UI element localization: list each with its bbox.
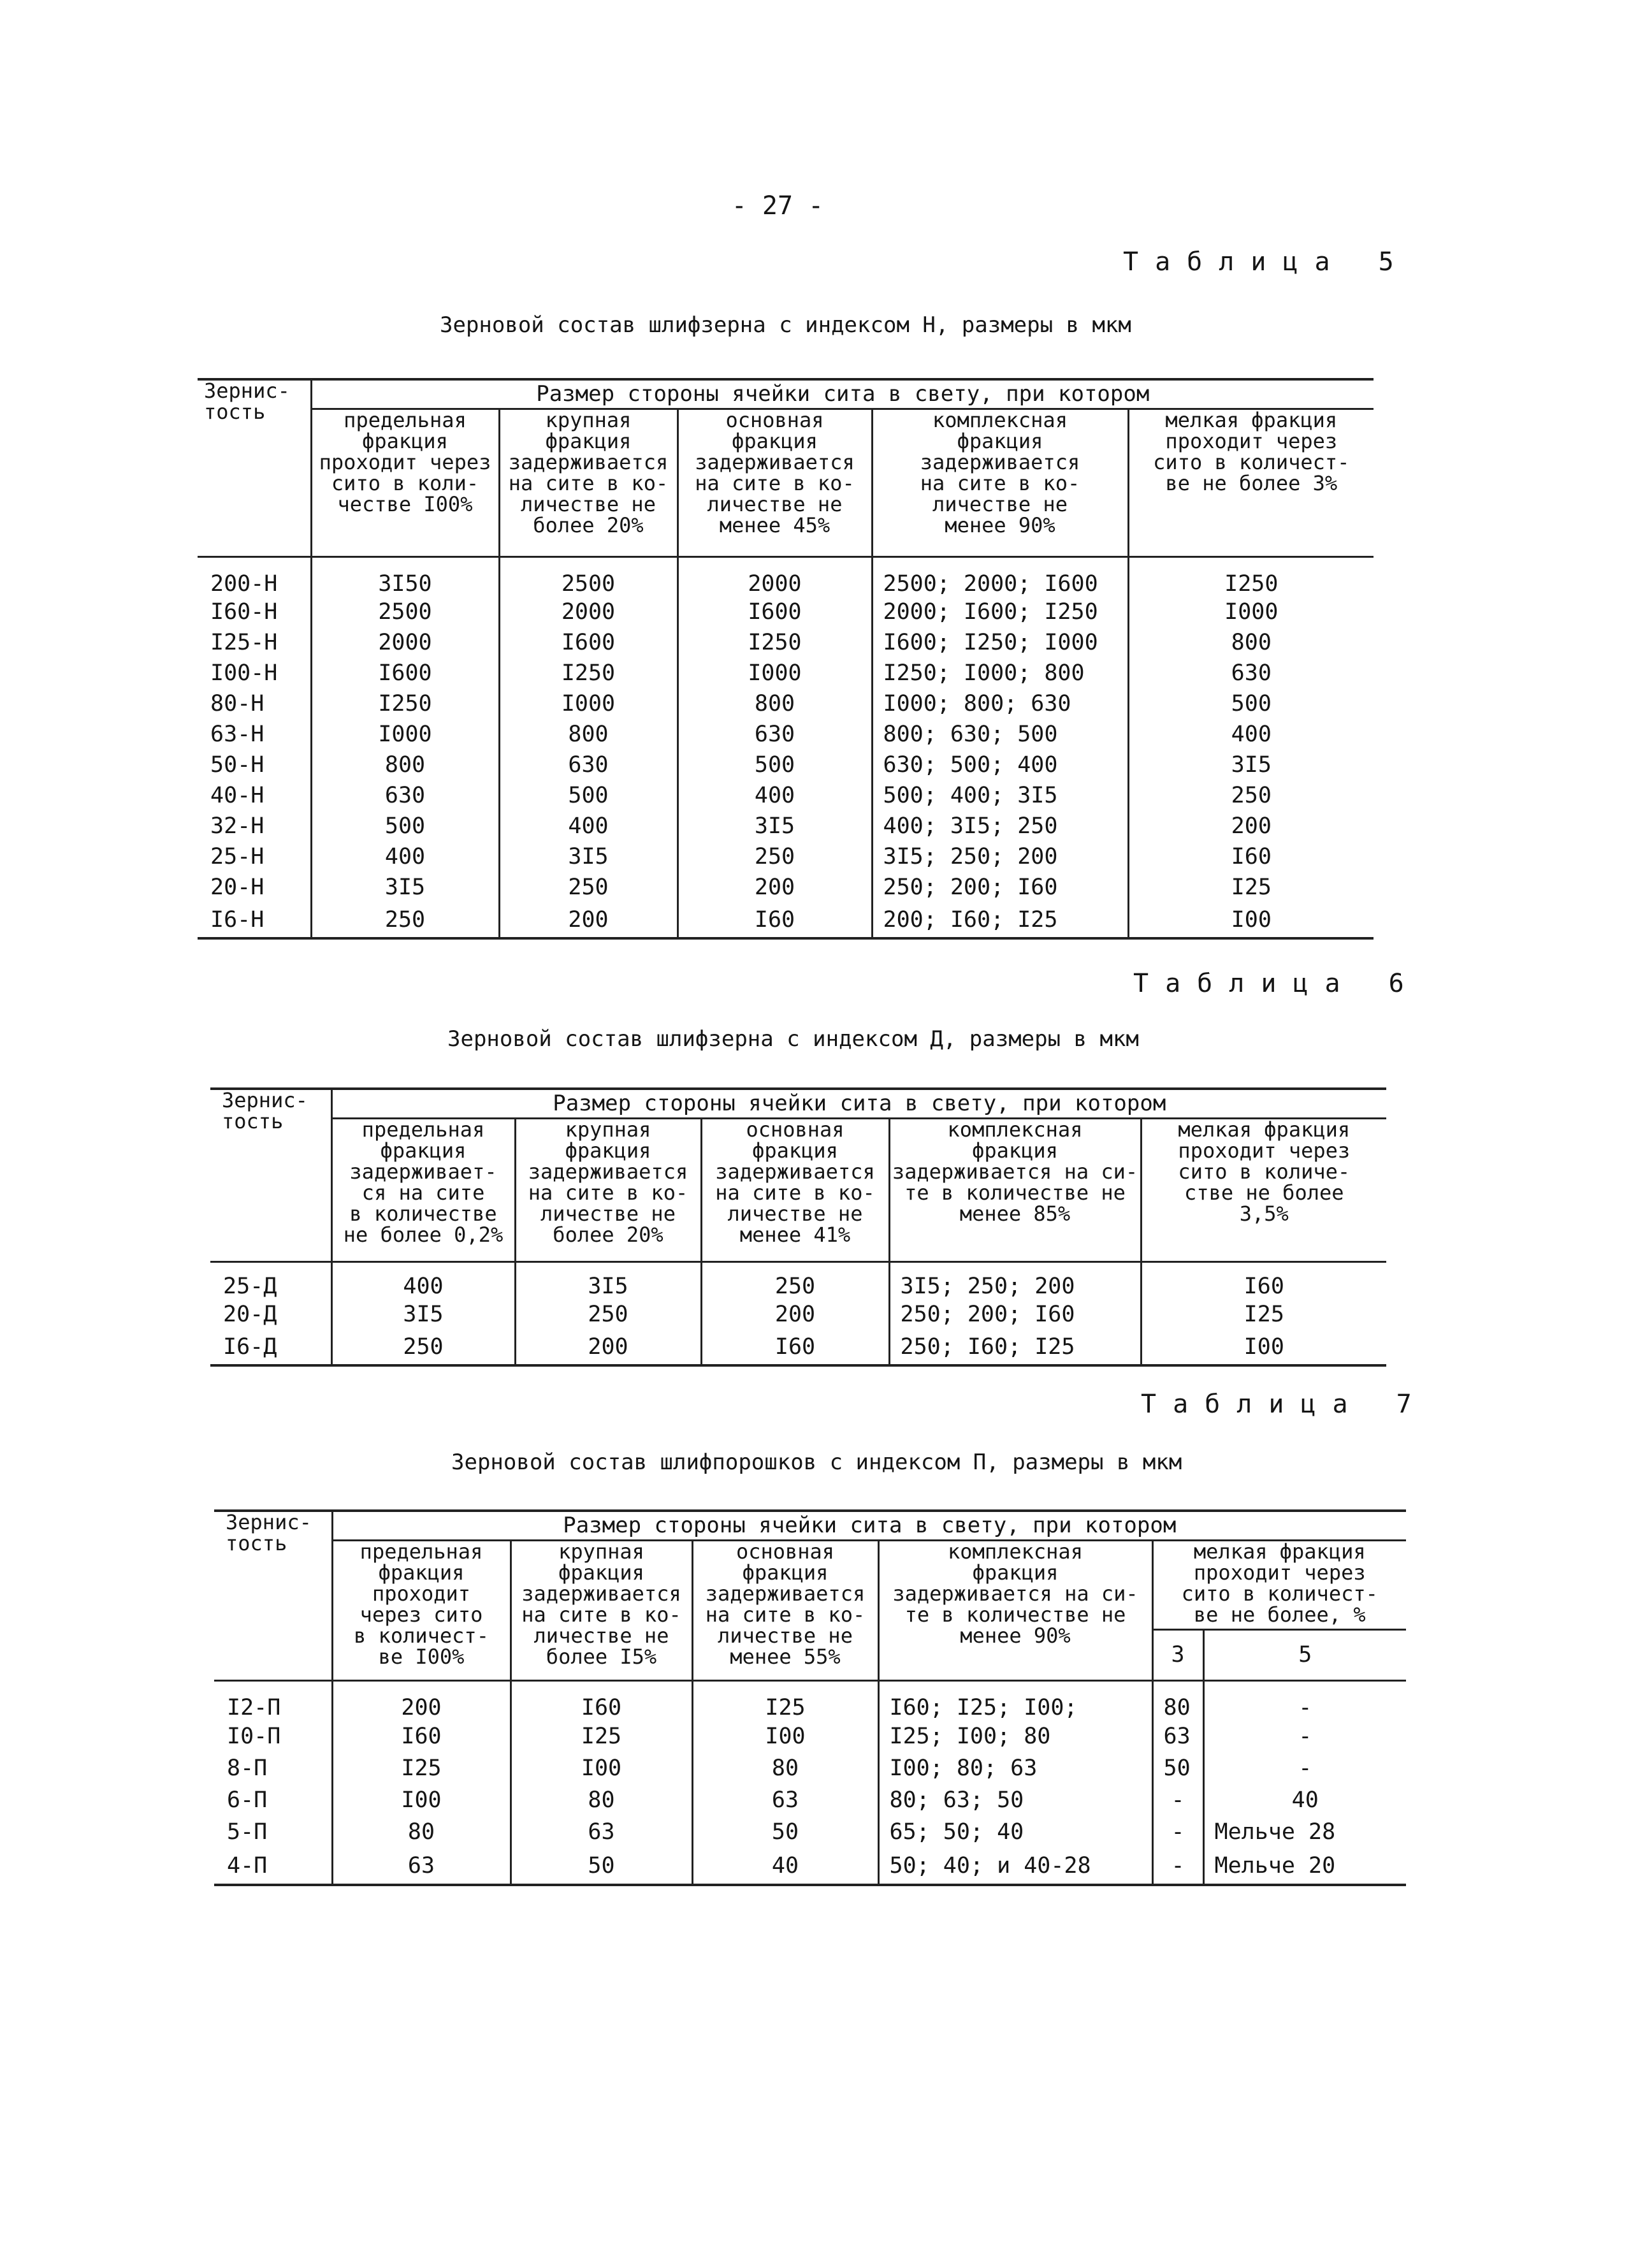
table-row [198, 872, 1374, 903]
table-row [198, 597, 1374, 627]
table-cell: I60 [1128, 841, 1374, 872]
table-row [198, 780, 1374, 811]
grain-size-cell: 4-П [214, 1848, 332, 1885]
table-cell: I00; 80; 63 [878, 1752, 1152, 1784]
table-5-title: Зерновой состав шлифзерна с индексом Н, размеры в мкм [440, 312, 1131, 338]
grain-size-cell: I60-Н [210, 599, 278, 625]
table-cell: I25 [692, 1681, 878, 1720]
table-cell: 3I50 [311, 557, 499, 597]
table-6-title: Зерновой состав шлифзерна с индексом Д, размеры в мкм [447, 1026, 1139, 1052]
table-cell: 2000 [311, 627, 499, 658]
table-cell: I250 [678, 627, 872, 658]
table-cell: I000 [311, 719, 499, 750]
table-5-group-header: Размер стороны ячейки сита в свету, при котором [311, 379, 1374, 409]
table-cell: 80 [692, 1752, 878, 1784]
table-row [214, 1848, 1406, 1885]
table-cell: 80 [332, 1816, 511, 1848]
table-cell: I000 [1128, 597, 1374, 627]
table-cell: I25 [1128, 872, 1374, 903]
table-cell: I60 [511, 1681, 692, 1720]
table-cell: 200 [332, 1681, 511, 1720]
table-cell: 3I5 [678, 811, 872, 841]
table-row [210, 1262, 1386, 1299]
table-cell: I25; I00; 80 [878, 1720, 1152, 1752]
table-5-col-3: основная фракция задерживается на сите в ко- личестве не менее 45% [678, 409, 872, 557]
table-cell: I600 [311, 658, 499, 688]
table-cell: 800 [1128, 627, 1374, 658]
grain-size-cell: 8-П [227, 1755, 268, 1781]
table-cell: I00 [511, 1752, 692, 1784]
table-cell: 3I5; 250; 200 [889, 1262, 1141, 1299]
table-cell: 800 [499, 719, 678, 750]
table-5-col-1: предельная фракция проходит через сито в коли- честве I00% [311, 409, 499, 557]
table-cell: 2000 [499, 597, 678, 627]
table-row [198, 841, 1374, 872]
table-7-col-5: мелкая фракция проходит через сито в количест- ве не более, % [1152, 1541, 1406, 1630]
table-7-group-header: Размер стороны ячейки сита в свету, при котором [332, 1511, 1406, 1541]
table-cell: I250 [311, 688, 499, 719]
table-cell: 200 [515, 1330, 701, 1365]
table-5-caption: Таблица 5 [1123, 247, 1410, 277]
table-row [214, 1752, 1406, 1784]
table-6 [210, 1087, 1386, 1367]
table-cell: I000; 800; 630 [872, 688, 1128, 719]
grain-size-cell: 20-Д [223, 1301, 277, 1327]
table-cell: I600 [499, 627, 678, 658]
table-row [210, 1330, 1386, 1365]
table-cell: - [1203, 1681, 1406, 1720]
table-6-col-4: комплексная фракция задерживается на си- те в количестве не менее 85% [889, 1119, 1141, 1262]
table-7-col-4: комплексная фракция задерживается на си- те в количестве не менее 90% [878, 1541, 1152, 1681]
grain-size-cell: 40-Н [210, 782, 265, 808]
table-cell: I60 [1141, 1262, 1386, 1299]
table-cell: 630 [1128, 658, 1374, 688]
table-cell: 250 [701, 1262, 889, 1299]
table-7-subcol-3: 3 [1152, 1630, 1203, 1681]
table-5-col-2: крупная фракция задерживается на сите в ко- личестве не более 20% [499, 409, 678, 557]
table-row [214, 1816, 1406, 1848]
table-cell: 200; I60; I25 [872, 903, 1128, 938]
table-cell: 2000; I600; I250 [872, 597, 1128, 627]
table-row [198, 627, 1374, 658]
table-7-caption: Таблица 7 [1141, 1390, 1428, 1419]
table-cell: I600 [678, 597, 872, 627]
table-cell: I25 [1141, 1299, 1386, 1330]
table-cell: 3I5 [515, 1262, 701, 1299]
table-cell: 500 [1128, 688, 1374, 719]
table-cell: 500 [499, 780, 678, 811]
table-cell: I00 [332, 1784, 511, 1816]
table-row [214, 1681, 1406, 1720]
grain-size-cell: I2-П [227, 1694, 281, 1720]
grain-size-cell: I00-Н [210, 660, 278, 686]
table-cell: - [1203, 1752, 1406, 1784]
table-cell: 800; 630; 500 [872, 719, 1128, 750]
table-cell: 40 [692, 1848, 878, 1885]
table-cell: 250 [515, 1299, 701, 1330]
table-cell: 630 [499, 750, 678, 780]
table-cell: 63 [332, 1848, 511, 1885]
table-cell: I60 [332, 1720, 511, 1752]
grain-size-cell: 5-П [227, 1819, 268, 1845]
table-7 [214, 1509, 1406, 1886]
table-cell: I600; I250; I000 [872, 627, 1128, 658]
table-cell: - [1152, 1816, 1203, 1848]
table-7-grain-header: Зернис- тость [214, 1511, 332, 1681]
table-row [198, 811, 1374, 841]
table-cell: 630 [311, 780, 499, 811]
table-cell: I00 [1141, 1330, 1386, 1365]
table-cell: 2500 [499, 557, 678, 597]
grain-size-cell: 80-Н [210, 690, 265, 716]
table-cell: 800 [311, 750, 499, 780]
table-cell: 50 [692, 1816, 878, 1848]
table-cell: 400 [311, 841, 499, 872]
table-cell: 500 [678, 750, 872, 780]
table-cell: I250; I000; 800 [872, 658, 1128, 688]
table-cell: I60 [701, 1330, 889, 1365]
table-row [214, 1720, 1406, 1752]
table-cell: 80; 63; 50 [878, 1784, 1152, 1816]
table-cell: 400; 3I5; 250 [872, 811, 1128, 841]
grain-size-cell: I0-П [227, 1723, 281, 1749]
grain-size-cell: 6-П [227, 1787, 268, 1813]
table-cell: 3I5; 250; 200 [872, 841, 1128, 872]
table-cell: I000 [499, 688, 678, 719]
table-cell: 63 [692, 1784, 878, 1816]
page-number: - 27 - [731, 191, 824, 221]
table-cell: 400 [678, 780, 872, 811]
table-row [198, 719, 1374, 750]
table-cell: 250; 200; I60 [872, 872, 1128, 903]
table-cell: 400 [331, 1262, 515, 1299]
table-cell: I250 [1128, 557, 1374, 597]
table-6-caption: Таблица 6 [1133, 969, 1421, 998]
table-5-col-4: комплексная фракция задерживается на сите в ко- личестве не менее 90% [872, 409, 1128, 557]
table-row [214, 1784, 1406, 1816]
table-5 [198, 378, 1374, 940]
table-7-col-2: крупная фракция задерживается на сите в ко- личестве не более I5% [511, 1541, 692, 1681]
table-row [198, 658, 1374, 688]
grain-size-cell: I6-Н [198, 903, 311, 938]
grain-size-cell: 32-Н [210, 813, 265, 839]
table-cell: 250; 200; I60 [889, 1299, 1141, 1330]
table-cell: I25 [332, 1752, 511, 1784]
table-7-title: Зерновой состав шлифпорошков с индексом П, размеры в мкм [451, 1450, 1182, 1475]
table-cell: I60 [678, 903, 872, 938]
table-cell: 250 [678, 841, 872, 872]
table-5-col-5: мелкая фракция проходит через сито в количест- ве не более 3% [1128, 409, 1374, 557]
table-6-col-2: крупная фракция задерживается на сите в ко- личестве не более 20% [515, 1119, 701, 1262]
table-cell: 500 [311, 811, 499, 841]
grain-size-cell: 25-Д [223, 1273, 277, 1299]
table-7-col-1: предельная фракция проходит через сито в количест- ве I00% [332, 1541, 511, 1681]
table-cell: 400 [1128, 719, 1374, 750]
table-cell: 800 [678, 688, 872, 719]
table-cell: - [1203, 1720, 1406, 1752]
table-cell: 2500 [311, 597, 499, 627]
table-cell: I60; I25; I00; [878, 1681, 1152, 1720]
table-cell: 200 [701, 1299, 889, 1330]
grain-size-cell: 20-Н [210, 874, 265, 900]
table-cell: 3I5 [331, 1299, 515, 1330]
grain-size-cell: I25-Н [210, 629, 278, 655]
table-cell: 200 [678, 872, 872, 903]
table-cell: 3I5 [1128, 750, 1374, 780]
grain-size-cell: 200-Н [210, 571, 278, 597]
grain-size-cell: 50-Н [210, 752, 265, 778]
table-cell: 65; 50; 40 [878, 1816, 1152, 1848]
table-cell: 80 [511, 1784, 692, 1816]
table-row [198, 750, 1374, 780]
table-cell: 200 [1128, 811, 1374, 841]
table-row [198, 688, 1374, 719]
table-cell: 40 [1203, 1784, 1406, 1816]
table-cell: 200 [499, 903, 678, 938]
table-cell: 250 [311, 903, 499, 938]
table-cell: - [1152, 1784, 1203, 1816]
grain-size-cell: I6-Д [210, 1330, 331, 1365]
table-cell: Мельче 28 [1203, 1816, 1406, 1848]
table-row [198, 903, 1374, 938]
table-cell: 50 [511, 1848, 692, 1885]
table-6-grain-header: Зернис- тость [210, 1089, 331, 1262]
table-cell: 250; I60; I25 [889, 1330, 1141, 1365]
table-cell: 630; 500; 400 [872, 750, 1128, 780]
table-5-grain-header: Зернис- тость [198, 379, 311, 557]
table-cell: 250 [499, 872, 678, 903]
table-cell: 80 [1152, 1681, 1203, 1720]
table-cell: 250 [331, 1330, 515, 1365]
table-cell: I250 [499, 658, 678, 688]
table-6-group-header: Размер стороны ячейки сита в свету, при котором [331, 1089, 1386, 1119]
table-7-col-3: основная фракция задерживается на сите в ко- личестве не менее 55% [692, 1541, 878, 1681]
table-cell: 250 [1128, 780, 1374, 811]
table-cell: 63 [1152, 1720, 1203, 1752]
table-cell: I000 [678, 658, 872, 688]
table-cell: 500; 400; 3I5 [872, 780, 1128, 811]
table-cell: 2500; 2000; I600 [872, 557, 1128, 597]
table-row [210, 1299, 1386, 1330]
table-cell: 63 [511, 1816, 692, 1848]
table-cell: 2000 [678, 557, 872, 597]
table-cell: 3I5 [499, 841, 678, 872]
grain-size-cell: 63-Н [210, 721, 265, 747]
table-cell: 50 [1152, 1752, 1203, 1784]
table-cell: I00 [692, 1720, 878, 1752]
table-cell: I25 [511, 1720, 692, 1752]
table-6-col-5: мелкая фракция проходит через сито в количе- стве не более 3,5% [1141, 1119, 1386, 1262]
table-cell: 50; 40; и 40-28 [878, 1848, 1152, 1885]
table-cell: 630 [678, 719, 872, 750]
table-cell: - [1152, 1848, 1203, 1885]
table-6-col-3: основная фракция задерживается на сите в ко- личестве не менее 41% [701, 1119, 889, 1262]
table-cell: 3I5 [311, 872, 499, 903]
grain-size-cell: 25-Н [210, 843, 265, 869]
table-row [198, 557, 1374, 597]
table-cell: 400 [499, 811, 678, 841]
table-cell: Мельче 20 [1203, 1848, 1406, 1885]
table-cell: I00 [1128, 903, 1374, 938]
table-7-subcol-5: 5 [1203, 1630, 1406, 1681]
table-6-col-1: предельная фракция задерживает- ся на сите в количестве не более 0,2% [331, 1119, 515, 1262]
